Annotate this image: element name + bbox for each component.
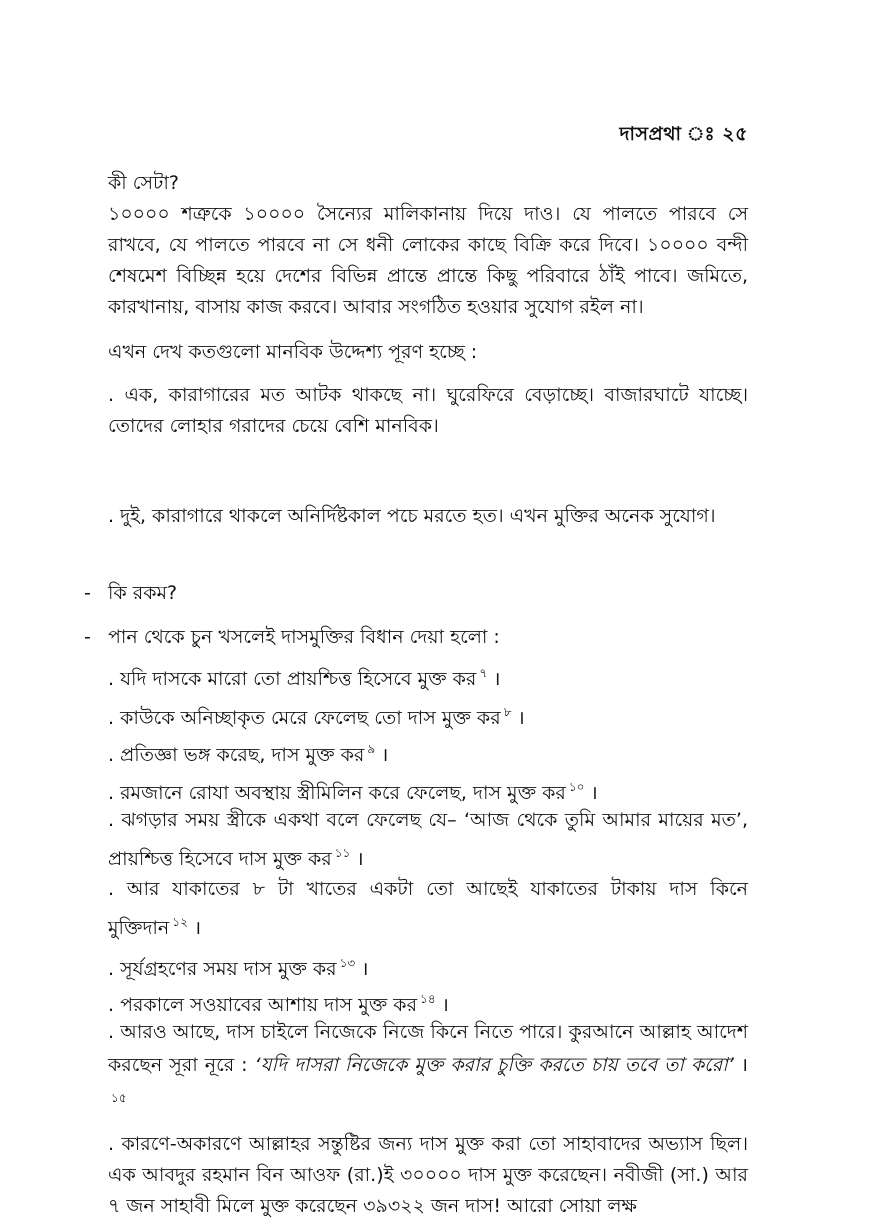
footnote-ref: ১১ [334, 846, 351, 860]
footnote-ref: ৯ [367, 742, 376, 756]
list-item [108, 947, 748, 986]
dialog-dash-2: - [84, 626, 91, 648]
point-one: . এক, কারাগারের মত আটক থাকছে না। ঘুরেফিরে বেড়াচ্ছে। বাজারঘাটে যাচ্ছে। তোদের লোহার গরাদের চেয়ে বেশি মানবিক। [108, 384, 748, 437]
list-item-end: । [381, 744, 389, 766]
footnote-ref: ১৫ [111, 1091, 127, 1105]
list-item-end: । [441, 994, 449, 1016]
list-item-text: . রমজানে রোযা অবস্থায় স্ত্রীমিলিন করে ফেলেছ, দাস মুক্ত কর [108, 782, 566, 804]
quran-item-text: . আরও আছে, দাস চাইলে নিজেকে নিজে কিনে নিতে পারে। কুরআনে আল্লাহ আদেশ করছেন সূরা নূরে : [108, 1021, 748, 1076]
list-item-text: . আর যাকাতের ৮ টা খাতের একটা তো আছেই যাকাতের টাকায় দাস কিনে মুক্তিদান [108, 878, 748, 939]
footnote-ref: ১৪ [420, 992, 436, 1006]
list-item [108, 657, 748, 696]
running-header: দাসপ্রথা ঃ ২৫ [619, 123, 748, 145]
list-item-end: । [590, 782, 598, 804]
list-item-end: । [193, 917, 202, 939]
list-item-end: । [493, 668, 501, 690]
last-paragraph: . কারণে-অকারণে আল্লাহর সন্তুষ্টির জন্য দাস মুক্ত করা তো সাহাবাদের অভ্যাস ছিল। এক আবদুর রহমান বিন আওফ (রা.)ই ৩০০০০ দাস মুক্ত করেছেন। নবীজী (সা.) আর ৭ জন সাহাবী মিলে মুক্ত করেছেন ৩৯৩২২ জন দাস! আরো সোয়া লক্ষ [108, 1133, 748, 1217]
list-item-text: . যদি দাসকে মারো তো প্রায়শ্চিত্ত হিসেবে মুক্ত কর [108, 668, 477, 690]
point-two: . দুই, কারাগারে থাকলে অনির্দিষ্টকাল পচে মরতে হত। এখন মুক্তির অনেক সুযোগ। [108, 505, 716, 527]
list-item-text: . সূর্যগ্রহণের সময় দাস মুক্ত কর [108, 958, 337, 980]
list-item-end: । [517, 707, 525, 729]
footnote-ref: ৮ [503, 705, 512, 719]
list-item-end: । [356, 848, 364, 870]
footnote-ref: ১৩ [339, 956, 356, 970]
question-line: কী সেটা? [108, 172, 179, 194]
list-item-text: . কাউকে অনিচ্ছাকৃত মেরে ফেলেছ তো দাস মুক্ত কর [108, 707, 501, 729]
quran-item [108, 1016, 748, 1121]
dialog-dash-1: - [84, 582, 91, 604]
paragraph-2: এখন দেখ কতগুলো মানবিক উদ্দেশ্য পূরণ হচ্ছে : [108, 341, 478, 363]
list-item [108, 873, 748, 945]
footnote-ref: ৭ [479, 666, 488, 680]
list-item [108, 804, 748, 876]
paragraph-1-text: ১০০০০ শত্রুকে ১০০০০ সৈন্যের মালিকানায় দিয়ে দাও। যে পালতে পারবে সে রাখবে, যে পালতে পারবে না সে ধনী লোকের কাছে বিক্রি করে দিবে। ১০০০০ বন্দী শেষমেশ বিচ্ছিন্ন হয়ে দেশের বিভিন্ন প্রান্তে প্রান্তে কিছু পরিবারে ঠাঁই পাবে। জমিতে, কারখানায়, বাসায় কাজ করবে। আবার সংগঠিত হওয়ার সুযোগ রইল না। [108, 203, 748, 318]
quran-quote: ‘যদি দাসরা নিজেকে মুক্ত করার চুক্তি করতে চায় তবে তা করো’ [254, 1054, 734, 1076]
list-item-end: । [361, 958, 369, 980]
footnote-ref: ১২ [172, 915, 188, 929]
list-item [108, 733, 748, 772]
dialog-line-1: কি রকম? [108, 582, 178, 604]
list-item-text: . প্রতিজ্ঞা ভঙ্গ করেছ, দাস মুক্ত কর [108, 744, 365, 766]
list-item-text: . ঝগড়ার সময় স্ত্রীকে একথা বলে ফেলেছ যে– ‘আজ থেকে তুমি আমার মায়ের মত’, প্রায়শ্চিত্ত হিসেবে দাস মুক্ত কর [108, 809, 748, 870]
dialog-line-2: পান থেকে চুন খসলেই দাসমুক্তির বিধান দেয়া হলো : [108, 626, 500, 648]
list-item [108, 696, 748, 735]
paragraph-1 [108, 199, 748, 323]
quran-item-end: । [733, 1054, 749, 1076]
list-item-text: . পরকালে সওয়াবের আশায় দাস মুক্ত কর [108, 994, 418, 1016]
footnote-ref: ১০ [568, 780, 585, 794]
